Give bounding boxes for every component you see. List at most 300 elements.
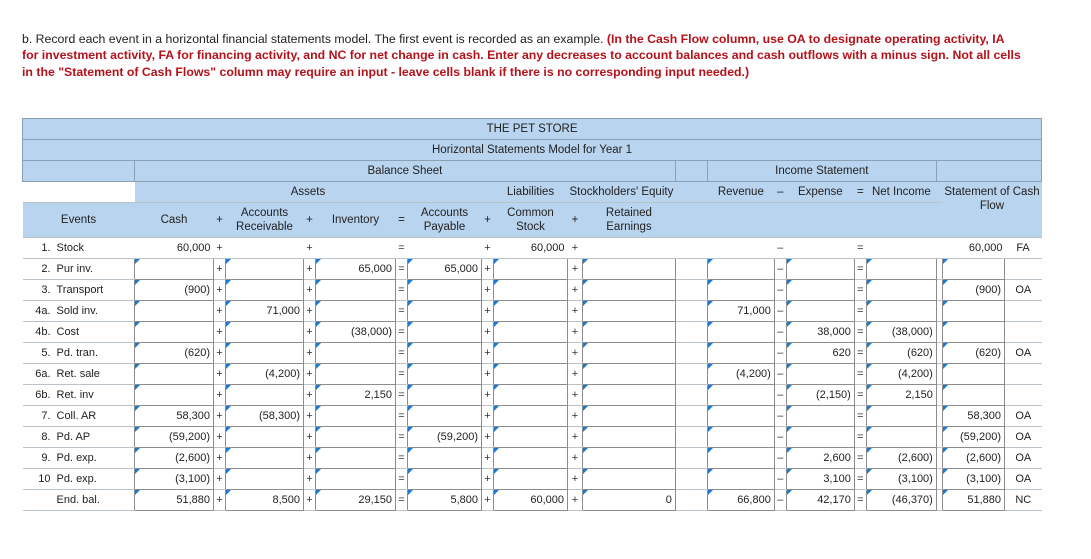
operator-sign: = bbox=[854, 448, 866, 469]
event-label: Pd. exp. bbox=[53, 469, 135, 490]
accounts-receivable-cell[interactable]: 71,000 bbox=[226, 301, 304, 322]
table-row bbox=[23, 280, 1042, 301]
cash-flow-header: Statement of Cash Flow bbox=[942, 182, 1041, 238]
operator-sign: + bbox=[482, 385, 494, 406]
event-label: Pd. tran. bbox=[53, 343, 135, 364]
spacer bbox=[675, 259, 707, 280]
retained-earnings-cell[interactable] bbox=[583, 322, 676, 343]
spacer bbox=[675, 385, 707, 406]
cash-header: Cash bbox=[135, 203, 214, 238]
retained-earnings-cell[interactable] bbox=[583, 259, 676, 280]
common-stock-cell[interactable] bbox=[494, 280, 568, 301]
operator-sign: + bbox=[568, 322, 583, 343]
common-stock-cell[interactable] bbox=[494, 427, 568, 448]
net-income-cell bbox=[866, 238, 936, 259]
expense-cell[interactable] bbox=[786, 406, 854, 427]
cash-cell[interactable]: 58,300 bbox=[135, 406, 214, 427]
revenue-cell[interactable] bbox=[707, 280, 774, 301]
cash-flow-amount-cell[interactable]: (900) bbox=[942, 280, 1004, 301]
expense-cell[interactable] bbox=[786, 301, 854, 322]
expense-cell[interactable] bbox=[786, 364, 854, 385]
table-row bbox=[23, 406, 1042, 427]
cash-cell[interactable]: (3,100) bbox=[135, 469, 214, 490]
retained-earnings-cell[interactable] bbox=[583, 469, 676, 490]
spacer bbox=[675, 427, 707, 448]
accounts-receivable-cell[interactable]: 8,500 bbox=[226, 490, 304, 511]
operator-sign: + bbox=[482, 427, 494, 448]
operator-sign: = bbox=[854, 469, 866, 490]
cash-flow-amount-cell[interactable]: (3,100) bbox=[942, 469, 1004, 490]
operator-sign: + bbox=[568, 364, 583, 385]
net-income-cell[interactable]: (38,000) bbox=[866, 322, 936, 343]
table-row bbox=[23, 364, 1042, 385]
cash-flow-type-cell[interactable]: OA bbox=[1005, 448, 1042, 469]
spacer bbox=[675, 364, 707, 385]
revenue-cell[interactable] bbox=[707, 469, 774, 490]
event-label: Cost bbox=[53, 322, 135, 343]
common-stock-cell[interactable] bbox=[494, 364, 568, 385]
common-stock-cell[interactable] bbox=[494, 469, 568, 490]
retained-earnings-cell[interactable] bbox=[583, 301, 676, 322]
revenue-header: Revenue bbox=[707, 182, 774, 203]
operator-sign: + bbox=[568, 469, 583, 490]
operator-sign: + bbox=[214, 238, 226, 259]
revenue-cell bbox=[707, 238, 774, 259]
operator-sign: = bbox=[396, 427, 408, 448]
common-stock-cell[interactable] bbox=[494, 385, 568, 406]
operator-sign: + bbox=[304, 238, 316, 259]
accounts-payable-cell[interactable] bbox=[408, 364, 482, 385]
spacer bbox=[675, 301, 707, 322]
net-income-header: Net Income bbox=[866, 182, 936, 203]
cash-flow-type-cell: FA bbox=[1005, 238, 1042, 259]
table-row bbox=[23, 238, 1042, 259]
cash-flow-amount-cell[interactable] bbox=[942, 364, 1004, 385]
net-income-cell[interactable] bbox=[866, 406, 936, 427]
cash-flow-type-cell[interactable]: OA bbox=[1005, 469, 1042, 490]
operator-sign: + bbox=[482, 490, 494, 511]
net-income-cell[interactable]: 2,150 bbox=[866, 385, 936, 406]
expense-cell[interactable]: 3,100 bbox=[786, 469, 854, 490]
table-row bbox=[23, 301, 1042, 322]
table-row bbox=[23, 343, 1042, 364]
cash-flow-amount-cell: 60,000 bbox=[942, 238, 1004, 259]
operator-sign: + bbox=[304, 469, 316, 490]
common-stock-cell[interactable] bbox=[494, 322, 568, 343]
instructions-intro: b. Record each event in a horizontal financial statements model. The first event is recorded as an example. bbox=[22, 32, 607, 46]
instructions bbox=[22, 31, 1022, 80]
operator-sign: = bbox=[854, 238, 866, 259]
operator-sign: = bbox=[396, 406, 408, 427]
operator-sign: + bbox=[304, 364, 316, 385]
operator-sign: – bbox=[774, 259, 786, 280]
net-income-cell[interactable]: (3,100) bbox=[866, 469, 936, 490]
net-income-cell[interactable] bbox=[866, 259, 936, 280]
inventory-cell[interactable]: (38,000) bbox=[316, 322, 396, 343]
operator-sign: – bbox=[774, 322, 786, 343]
operator-sign: + bbox=[304, 427, 316, 448]
operator-sign: – bbox=[774, 385, 786, 406]
event-number: 8. bbox=[23, 427, 53, 448]
operator-sign: + bbox=[304, 343, 316, 364]
revenue-cell[interactable]: 71,000 bbox=[707, 301, 774, 322]
accounts-receivable-cell[interactable]: (4,200) bbox=[226, 364, 304, 385]
operator-sign: + bbox=[214, 490, 226, 511]
operator-sign: + bbox=[568, 448, 583, 469]
table-row bbox=[23, 427, 1042, 448]
accounts-receivable-cell[interactable] bbox=[226, 385, 304, 406]
accounts-payable-cell[interactable] bbox=[408, 322, 482, 343]
common-stock-cell[interactable] bbox=[494, 406, 568, 427]
cash-flow-type-cell[interactable]: OA bbox=[1005, 343, 1042, 364]
operator-sign: + bbox=[568, 427, 583, 448]
operator-sign: + bbox=[304, 259, 316, 280]
operator-sign: = bbox=[854, 490, 866, 511]
spacer bbox=[675, 448, 707, 469]
operator-sign: = bbox=[854, 364, 866, 385]
operator-sign: = bbox=[854, 406, 866, 427]
accounts-payable-cell[interactable] bbox=[408, 301, 482, 322]
revenue-cell[interactable] bbox=[707, 322, 774, 343]
net-income-cell[interactable]: (4,200) bbox=[866, 364, 936, 385]
event-number: 6b. bbox=[23, 385, 53, 406]
revenue-cell[interactable] bbox=[707, 343, 774, 364]
operator-sign: + bbox=[482, 448, 494, 469]
operator-sign: + bbox=[482, 280, 494, 301]
net-income-cell[interactable] bbox=[866, 280, 936, 301]
operator-sign: + bbox=[568, 343, 583, 364]
table-row bbox=[23, 385, 1042, 406]
cash-flow-amount-cell[interactable] bbox=[942, 385, 1004, 406]
expense-cell[interactable]: 38,000 bbox=[786, 322, 854, 343]
cash-cell: 60,000 bbox=[135, 238, 214, 259]
operator-sign: + bbox=[214, 343, 226, 364]
equity-header: Stockholders' Equity bbox=[568, 182, 676, 203]
operator-sign: – bbox=[774, 301, 786, 322]
revenue-cell[interactable] bbox=[707, 385, 774, 406]
cash-flow-type-cell[interactable]: OA bbox=[1005, 280, 1042, 301]
table-row bbox=[23, 322, 1042, 343]
cash-cell[interactable] bbox=[135, 322, 214, 343]
common-stock-cell[interactable] bbox=[494, 301, 568, 322]
event-label: Sold inv. bbox=[53, 301, 135, 322]
expense-cell[interactable] bbox=[786, 427, 854, 448]
operator-sign: = bbox=[854, 301, 866, 322]
expense-header: Expense bbox=[786, 182, 854, 203]
operator-sign: + bbox=[214, 322, 226, 343]
retained-earnings-cell[interactable]: 0 bbox=[583, 490, 676, 511]
operator-sign: = bbox=[854, 427, 866, 448]
operator-sign: + bbox=[568, 385, 583, 406]
event-label: Stock bbox=[53, 238, 135, 259]
accounts-receivable-header: Accounts Receivable bbox=[226, 203, 304, 238]
retained-earnings-cell[interactable] bbox=[583, 427, 676, 448]
cash-flow-type-cell[interactable]: NC bbox=[1005, 490, 1042, 511]
operator-sign: = bbox=[396, 364, 408, 385]
expense-cell[interactable]: 42,170 bbox=[786, 490, 854, 511]
expense-cell bbox=[786, 238, 854, 259]
inventory-cell[interactable] bbox=[316, 343, 396, 364]
operator-sign: – bbox=[774, 448, 786, 469]
cash-cell[interactable]: (59,200) bbox=[135, 427, 214, 448]
expense-cell[interactable]: 2,600 bbox=[786, 448, 854, 469]
income-statement-header: Income Statement bbox=[707, 161, 936, 182]
operator-sign: – bbox=[774, 238, 786, 259]
operator-sign: + bbox=[568, 238, 583, 259]
inventory-cell[interactable] bbox=[316, 301, 396, 322]
operator-sign: = bbox=[854, 322, 866, 343]
cash-flow-amount-cell[interactable]: 51,880 bbox=[942, 490, 1004, 511]
accounts-receivable-cell[interactable] bbox=[226, 469, 304, 490]
operator-sign: + bbox=[214, 364, 226, 385]
operator-sign: = bbox=[396, 490, 408, 511]
event-number: 7. bbox=[23, 406, 53, 427]
operator-sign: = bbox=[396, 448, 408, 469]
common-stock-header: Common Stock bbox=[494, 203, 568, 238]
accounts-payable-cell[interactable] bbox=[408, 280, 482, 301]
spacer bbox=[675, 322, 707, 343]
event-number: 5. bbox=[23, 343, 53, 364]
revenue-cell[interactable] bbox=[707, 448, 774, 469]
common-stock-cell[interactable] bbox=[494, 259, 568, 280]
cash-cell[interactable]: 51,880 bbox=[135, 490, 214, 511]
cash-flow-type-cell[interactable]: OA bbox=[1005, 427, 1042, 448]
revenue-cell[interactable]: (4,200) bbox=[707, 364, 774, 385]
operator-sign: + bbox=[304, 490, 316, 511]
cash-flow-type-cell[interactable] bbox=[1005, 259, 1042, 280]
event-number: 2. bbox=[23, 259, 53, 280]
inventory-cell[interactable] bbox=[316, 448, 396, 469]
equals-sign: = bbox=[854, 182, 866, 203]
operator-sign: – bbox=[774, 406, 786, 427]
net-income-cell[interactable]: (620) bbox=[866, 343, 936, 364]
operator-sign: + bbox=[214, 385, 226, 406]
operator-sign: + bbox=[214, 406, 226, 427]
cash-cell[interactable] bbox=[135, 301, 214, 322]
cash-flow-amount-cell[interactable] bbox=[942, 301, 1004, 322]
accounts-payable-cell[interactable] bbox=[408, 406, 482, 427]
cash-cell[interactable] bbox=[135, 364, 214, 385]
event-number bbox=[23, 490, 53, 511]
table-row bbox=[23, 490, 1042, 511]
spacer bbox=[675, 406, 707, 427]
event-label: Pur inv. bbox=[53, 259, 135, 280]
table-row bbox=[23, 469, 1042, 490]
operator-sign: + bbox=[304, 301, 316, 322]
accounts-payable-cell[interactable]: 65,000 bbox=[408, 259, 482, 280]
accounts-payable-cell bbox=[408, 238, 482, 259]
accounts-receivable-cell bbox=[226, 238, 304, 259]
event-label: Transport bbox=[53, 280, 135, 301]
instructions-note: (In the Cash Flow column, use OA to designate operating activity, IA for investment activity, FA for financing activity, and NC for net change in cash. Enter any decreases to account balances and cash outflows with a minus sign. Not all cells in the "Statement of Cash Flows" column may require an input - leave cells blank if there is no corresponding input needed.) bbox=[22, 32, 1021, 79]
revenue-cell[interactable] bbox=[707, 427, 774, 448]
operator-sign: + bbox=[304, 448, 316, 469]
operator-sign: – bbox=[774, 280, 786, 301]
horizontal-statements-model: THE PET STORE Horizontal Statements Model for Year 1 Balance Sheet Income Statement Assets Liabilities Stockholders' Equity Revenue – Expense = Net Income Statement of Cash Flow Events Cash + Accounts Receivable + Inventory = Accounts Payable + Common Stock + Retained Earnings 1. Stock 60,000 + + = + 60,000 + – = 60,000 FA 2. Pur inv. + + 65,000 = 65,000 + + – = 3. Transport (900) + + = + + – = (900) OA 4a. Sold inv. + 71,000 + = + + 71,000 – = 4b. Cost + + (38,000) = + + – 38,000 = (38,000) 5. Pd. tran. (620) + + = + + – 620 = (620) (620) OA 6a. Ret. sale + (4,200) + = + + (4,200) – = (4,200) 6b. Ret. inv + + 2,150 = + + – (2,150) = 2,150 7. Coll. AR 58,300 + (58,300) + = + + – = 58,300 OA 8. Pd. AP (59,200) + + = (59,200) + + – = (59,200) OA 9. Pd. exp. (2,600) + + = + + – 2,600 = (2,600) (2,600) OA 10 Pd. exp. (3,100) + + = + + – 3,100 = (3,100) (3,100) OA End. bal. 51,880 + 8,500 + 29,150 = 5,800 + 60,000 + 0 66,800 – 42,170 = (46,370) 51,880 NC bbox=[22, 118, 1042, 511]
cash-flow-type-cell[interactable] bbox=[1005, 322, 1042, 343]
operator-sign: – bbox=[774, 364, 786, 385]
event-number: 10 bbox=[23, 469, 53, 490]
accounts-receivable-cell[interactable]: (58,300) bbox=[226, 406, 304, 427]
spacer bbox=[675, 490, 707, 511]
operator-sign: – bbox=[774, 469, 786, 490]
event-number: 6a. bbox=[23, 364, 53, 385]
cash-flow-type-cell[interactable] bbox=[1005, 385, 1042, 406]
inventory-cell[interactable] bbox=[316, 406, 396, 427]
accounts-payable-cell[interactable] bbox=[408, 469, 482, 490]
operator-sign: + bbox=[482, 322, 494, 343]
retained-earnings-header: Retained Earnings bbox=[583, 203, 676, 238]
minus-sign: – bbox=[774, 182, 786, 203]
accounts-payable-cell[interactable]: (59,200) bbox=[408, 427, 482, 448]
common-stock-cell[interactable] bbox=[494, 448, 568, 469]
operator-sign: + bbox=[214, 280, 226, 301]
cash-flow-amount-cell[interactable]: (620) bbox=[942, 343, 1004, 364]
net-income-cell[interactable]: (46,370) bbox=[866, 490, 936, 511]
event-number: 4b. bbox=[23, 322, 53, 343]
balance-sheet-header: Balance Sheet bbox=[135, 161, 676, 182]
inventory-cell[interactable] bbox=[316, 280, 396, 301]
spacer bbox=[675, 238, 707, 259]
table-row bbox=[23, 448, 1042, 469]
cash-flow-type-cell[interactable]: OA bbox=[1005, 406, 1042, 427]
retained-earnings-cell[interactable] bbox=[583, 364, 676, 385]
net-income-cell[interactable] bbox=[866, 427, 936, 448]
expense-cell[interactable] bbox=[786, 259, 854, 280]
operator-sign: + bbox=[482, 469, 494, 490]
operator-sign: – bbox=[774, 427, 786, 448]
spacer bbox=[675, 280, 707, 301]
cash-flow-amount-cell[interactable]: (59,200) bbox=[942, 427, 1004, 448]
accounts-receivable-cell[interactable] bbox=[226, 280, 304, 301]
table-row bbox=[23, 259, 1042, 280]
common-stock-cell: 60,000 bbox=[494, 238, 568, 259]
retained-earnings-cell[interactable] bbox=[583, 448, 676, 469]
accounts-payable-header: Accounts Payable bbox=[408, 203, 482, 238]
common-stock-cell[interactable] bbox=[494, 343, 568, 364]
operator-sign: – bbox=[774, 490, 786, 511]
event-label: Pd. exp. bbox=[53, 448, 135, 469]
accounts-receivable-cell[interactable] bbox=[226, 343, 304, 364]
net-income-cell[interactable]: (2,600) bbox=[866, 448, 936, 469]
common-stock-cell[interactable]: 60,000 bbox=[494, 490, 568, 511]
operator-sign: = bbox=[854, 280, 866, 301]
accounts-receivable-cell[interactable] bbox=[226, 259, 304, 280]
accounts-receivable-cell[interactable] bbox=[226, 448, 304, 469]
event-number: 1. bbox=[23, 238, 53, 259]
operator-sign: + bbox=[482, 364, 494, 385]
cash-cell[interactable]: (2,600) bbox=[135, 448, 214, 469]
operator-sign: + bbox=[214, 259, 226, 280]
operator-sign: + bbox=[304, 322, 316, 343]
inventory-cell[interactable]: 29,150 bbox=[316, 490, 396, 511]
expense-cell[interactable]: (2,150) bbox=[786, 385, 854, 406]
spacer bbox=[675, 343, 707, 364]
operator-sign: = bbox=[396, 259, 408, 280]
operator-sign: = bbox=[396, 385, 408, 406]
accounts-payable-cell[interactable]: 5,800 bbox=[408, 490, 482, 511]
operator-sign: + bbox=[482, 259, 494, 280]
operator-sign: + bbox=[482, 238, 494, 259]
operator-sign: – bbox=[774, 343, 786, 364]
revenue-cell[interactable]: 66,800 bbox=[707, 490, 774, 511]
retained-earnings-cell[interactable] bbox=[583, 406, 676, 427]
model-title: Horizontal Statements Model for Year 1 bbox=[23, 140, 1042, 161]
expense-cell[interactable] bbox=[786, 280, 854, 301]
operator-sign: + bbox=[482, 406, 494, 427]
retained-earnings-cell[interactable] bbox=[583, 343, 676, 364]
cash-flow-amount-cell[interactable] bbox=[942, 259, 1004, 280]
retained-earnings-cell[interactable] bbox=[583, 385, 676, 406]
inventory-cell bbox=[316, 238, 396, 259]
spacer bbox=[675, 469, 707, 490]
operator-sign: = bbox=[396, 322, 408, 343]
cash-cell[interactable] bbox=[135, 259, 214, 280]
inventory-cell[interactable] bbox=[316, 427, 396, 448]
liabilities-header: Liabilities bbox=[494, 182, 568, 203]
expense-cell[interactable]: 620 bbox=[786, 343, 854, 364]
operator-sign: + bbox=[568, 490, 583, 511]
revenue-cell[interactable] bbox=[707, 259, 774, 280]
operator-sign: + bbox=[304, 385, 316, 406]
cash-cell[interactable]: (900) bbox=[135, 280, 214, 301]
operator-sign: + bbox=[304, 406, 316, 427]
cash-cell[interactable] bbox=[135, 385, 214, 406]
accounts-payable-cell[interactable] bbox=[408, 385, 482, 406]
inventory-cell[interactable] bbox=[316, 469, 396, 490]
accounts-receivable-cell[interactable] bbox=[226, 427, 304, 448]
cash-cell[interactable]: (620) bbox=[135, 343, 214, 364]
operator-sign: = bbox=[396, 343, 408, 364]
operator-sign: + bbox=[304, 280, 316, 301]
event-label: Pd. AP bbox=[53, 427, 135, 448]
inventory-cell[interactable]: 2,150 bbox=[316, 385, 396, 406]
operator-sign: = bbox=[396, 469, 408, 490]
cash-flow-type-cell[interactable] bbox=[1005, 364, 1042, 385]
assets-header: Assets bbox=[135, 182, 482, 203]
operator-sign: = bbox=[396, 301, 408, 322]
retained-earnings-cell bbox=[583, 238, 676, 259]
retained-earnings-cell[interactable] bbox=[583, 280, 676, 301]
inventory-cell[interactable] bbox=[316, 364, 396, 385]
cash-flow-amount-cell[interactable] bbox=[942, 322, 1004, 343]
operator-sign: + bbox=[214, 448, 226, 469]
revenue-cell[interactable] bbox=[707, 406, 774, 427]
event-label: Ret. sale bbox=[53, 364, 135, 385]
event-number: 9. bbox=[23, 448, 53, 469]
event-label: End. bal. bbox=[53, 490, 135, 511]
event-number: 3. bbox=[23, 280, 53, 301]
accounts-payable-cell[interactable] bbox=[408, 343, 482, 364]
operator-sign: + bbox=[214, 427, 226, 448]
operator-sign: = bbox=[854, 385, 866, 406]
operator-sign: + bbox=[482, 343, 494, 364]
events-header: Events bbox=[23, 203, 135, 238]
accounts-payable-cell[interactable] bbox=[408, 448, 482, 469]
cash-flow-type-cell[interactable] bbox=[1005, 301, 1042, 322]
operator-sign: = bbox=[854, 343, 866, 364]
operator-sign: + bbox=[568, 280, 583, 301]
accounts-receivable-cell[interactable] bbox=[226, 322, 304, 343]
net-income-cell[interactable] bbox=[866, 301, 936, 322]
inventory-cell[interactable]: 65,000 bbox=[316, 259, 396, 280]
operator-sign: + bbox=[482, 301, 494, 322]
event-number: 4a. bbox=[23, 301, 53, 322]
cash-flow-amount-cell[interactable]: 58,300 bbox=[942, 406, 1004, 427]
operator-sign: = bbox=[396, 238, 408, 259]
operator-sign: + bbox=[568, 406, 583, 427]
cash-flow-amount-cell[interactable]: (2,600) bbox=[942, 448, 1004, 469]
